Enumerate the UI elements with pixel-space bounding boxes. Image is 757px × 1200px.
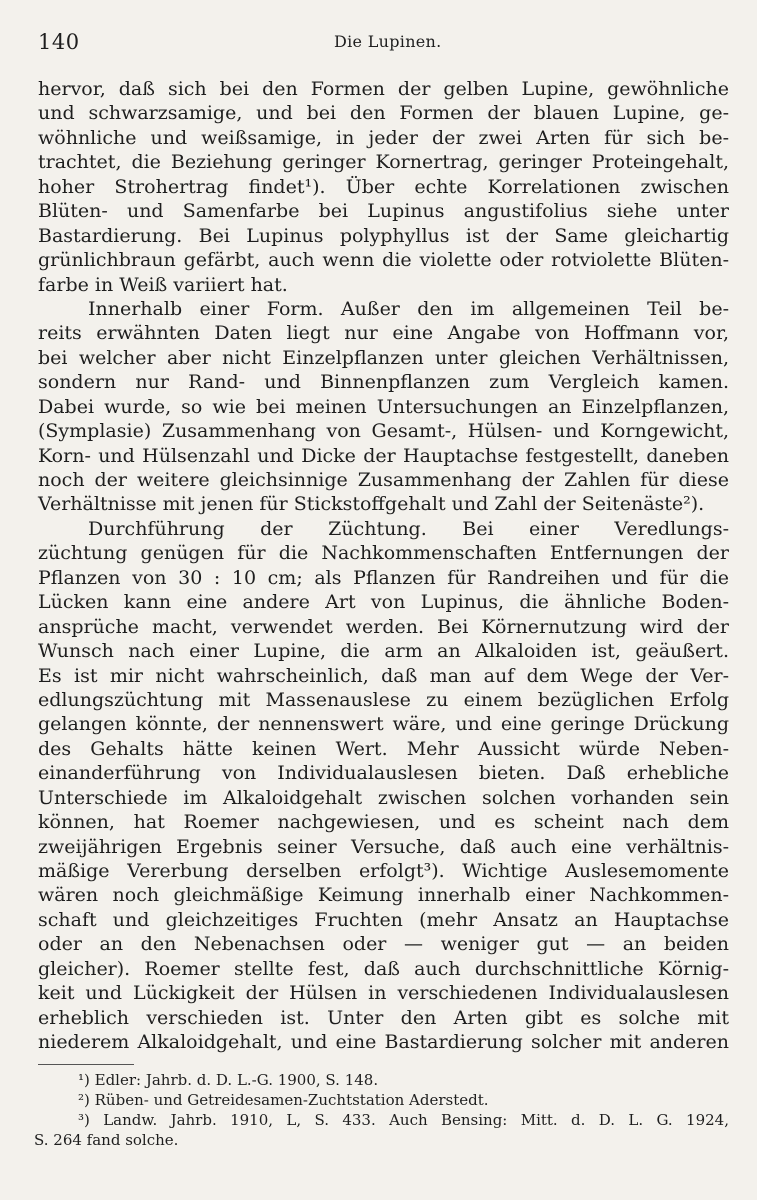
text-line: einanderführung von Individualauslesen bieten. Daß erhebliche	[38, 762, 729, 785]
footnote-divider	[38, 1064, 134, 1065]
text-line: Unterschiede im Alkaloidgehalt zwischen solchen vorhanden sein	[38, 786, 729, 809]
page-number: 140	[38, 30, 80, 54]
text-line: zweijährigen Ergebnis seiner Versuche, daß auch eine verhältnis-	[38, 835, 729, 858]
text-line: sondern nur Rand- und Binnenpflanzen zum Vergleich kamen.	[38, 371, 729, 394]
text-line: reits erwähnten Daten liegt nur eine Angabe von Hoffmann vor,	[38, 322, 729, 345]
text-line: trachtet, die Beziehung geringer Kornertrag, geringer Proteingehalt,	[38, 151, 729, 174]
text-line: schaft und gleichzeitiges Fruchten (mehr Ansatz an Hauptachse	[38, 908, 729, 931]
text-line: Korn- und Hülsenzahl und Dicke der Hauptachse festgestellt, daneben	[38, 444, 729, 467]
text-line: gelangen könnte, der nennenswert wäre, und eine geringe Drückung	[38, 713, 729, 736]
text-line: ansprüche macht, verwendet werden. Bei Körnernutzung wird der	[38, 615, 729, 638]
footnote: S. 264 fand solche.	[34, 1131, 179, 1149]
text-line: bei welcher aber nicht Einzelpflanzen unter gleichen Verhältnissen,	[38, 346, 729, 369]
text-line: züchtung genügen für die Nachkommenschaften Entfernungen der	[38, 542, 729, 565]
body-text	[38, 77, 729, 1055]
text-line: wöhnliche und weißsamige, in jeder der zwei Arten für sich be-	[38, 126, 729, 149]
text-line: Dabei wurde, so wie bei meinen Untersuchungen an Einzelpflanzen,	[38, 395, 729, 418]
text-line: niederem Alkaloidgehalt, und eine Bastardierung solcher mit anderen	[38, 1031, 729, 1054]
footnote: ¹) Edler: Jahrb. d. D. L.-G. 1900, S. 148.	[78, 1071, 379, 1089]
text-line: Bastardierung. Bei Lupinus polyphyllus ist der Same gleichartig	[38, 224, 729, 247]
text-line: erheblich verschieden ist. Unter den Arten gibt es solche mit	[38, 1006, 729, 1029]
text-line: Wunsch nach einer Lupine, die arm an Alkaloiden ist, geäußert.	[38, 640, 729, 663]
text-line: Innerhalb einer Form. Außer den im allgemeinen Teil be-	[88, 297, 729, 320]
text-line: Pflanzen von 30 : 10 cm; als Pflanzen für Randreihen und für die	[38, 566, 729, 589]
text-line: mäßige Vererbung derselben erfolgt³). Wichtige Auslesemomente	[38, 860, 729, 882]
text-line: keit und Lückigkeit der Hülsen in verschiedenen Individualauslesen	[38, 982, 729, 1005]
text-line: farbe in Weiß variiert hat.	[38, 273, 288, 296]
text-line: Blüten- und Samenfarbe bei Lupinus angustifolius siehe unter	[38, 200, 729, 223]
text-line: Verhältnisse mit jenen für Stickstoffgehalt und Zahl der Seitenäste²).	[38, 493, 705, 516]
text-line: (Symplasie) Zusammenhang von Gesamt-, Hülsen- und Korngewicht,	[38, 420, 729, 443]
running-head: Die Lupinen.	[334, 32, 442, 51]
footnotes	[34, 1070, 729, 1150]
text-line: des Gehalts hätte keinen Wert. Mehr Aussicht würde Neben-	[38, 737, 729, 760]
text-line: und schwarzsamige, und bei den Formen der blauen Lupine, ge-	[38, 102, 729, 125]
text-line: Lücken kann eine andere Art von Lupinus, die ähnliche Boden-	[38, 591, 729, 614]
text-line: Es ist mir nicht wahrscheinlich, daß man auf dem Wege der Ver-	[38, 664, 729, 687]
text-line: wären noch gleichmäßige Keimung innerhalb einer Nachkommen-	[38, 884, 729, 907]
text-line: gleicher). Roemer stellte fest, daß auch durchschnittliche Körnig-	[38, 957, 729, 980]
text-line: hervor, daß sich bei den Formen der gelben Lupine, gewöhnliche	[38, 78, 729, 100]
text-line: edlungszüchtung mit Massenauslese zu einem bezüglichen Erfolg	[38, 688, 729, 711]
text-line: Durchführung der Züchtung. Bei einer Veredlungs-	[88, 517, 729, 540]
footnote: ²) Rüben- und Getreidesamen-Zuchtstation Aderstedt.	[78, 1091, 489, 1109]
text-line: hoher Strohertrag findet¹). Über echte Korrelationen zwischen	[38, 175, 729, 198]
text-line: noch der weitere gleichsinnige Zusammenhang der Zahlen für diese	[38, 469, 729, 491]
text-line: oder an den Nebenachsen oder — weniger gut — an beiden	[38, 933, 729, 956]
text-line: können, hat Roemer nachgewiesen, und es scheint nach dem	[38, 811, 729, 834]
page-header	[38, 26, 718, 56]
text-line: grünlichbraun gefärbt, auch wenn die violette oder rotviolette Blüten-	[38, 249, 729, 272]
footnote: ³) Landw. Jahrb. 1910, L, S. 433. Auch Bensing: Mitt. d. D. L. G. 1924,	[78, 1111, 729, 1129]
